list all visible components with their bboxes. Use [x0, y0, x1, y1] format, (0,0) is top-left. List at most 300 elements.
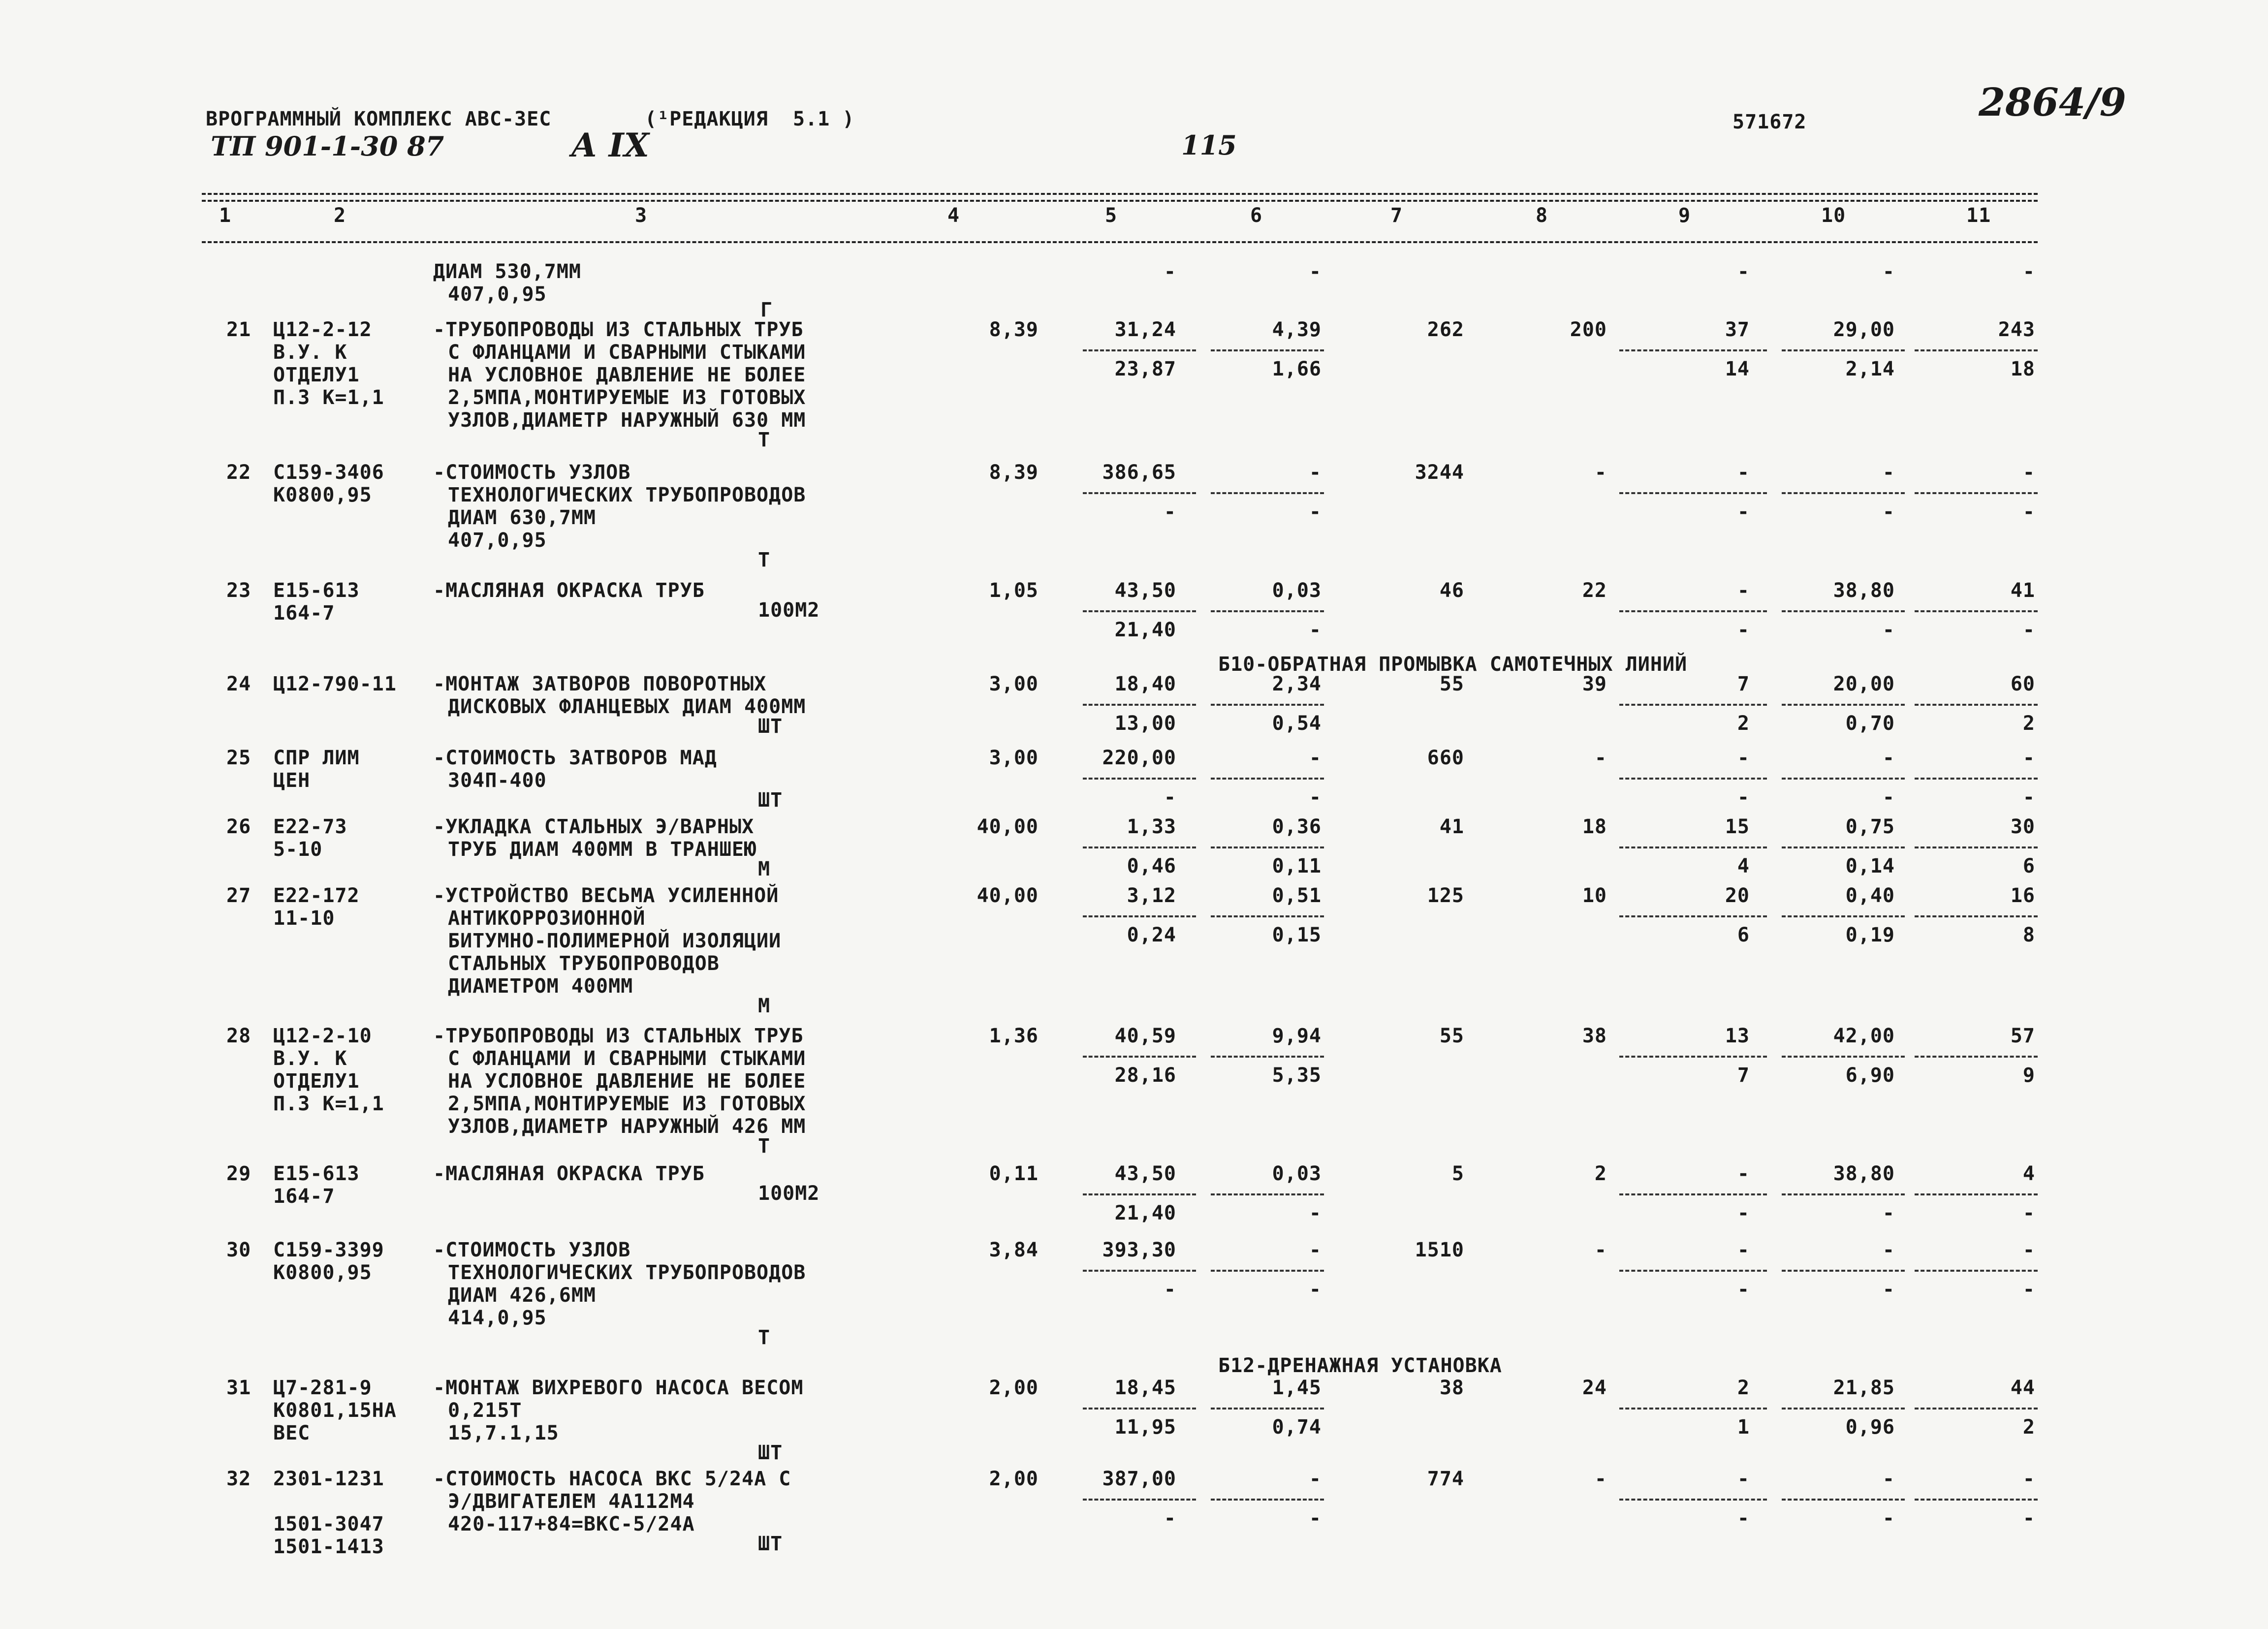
cell-sub-c10: - [1882, 786, 1895, 809]
row-code: Е15-613 [273, 1162, 360, 1185]
row-code: К0801,15НА [273, 1399, 397, 1422]
cell-c5: 18,40 [1114, 673, 1176, 695]
row-description: ДИАМЕТРОМ 400ММ [448, 975, 633, 998]
cell-sub-c11: - [2022, 501, 2035, 523]
cell-c7: 3244 [1415, 461, 1464, 484]
cell-c7: 38 [1439, 1377, 1464, 1399]
row-description: 414,0,95 [448, 1307, 547, 1329]
row-unit: М [758, 995, 771, 1017]
section-title: Б10-ОБРАТНАЯ ПРОМЫВКА САМОТЕЧНЫХ ЛИНИЙ [1218, 653, 1688, 676]
row-number: 21 [226, 318, 252, 341]
cell-c5: 43,50 [1114, 579, 1176, 602]
cell-sub-c9: - [1737, 1507, 1750, 1530]
row-description: 15,7.1,15 [448, 1422, 559, 1444]
cell-c6: 1,45 [1272, 1377, 1322, 1399]
cell-c6: 0,36 [1272, 815, 1322, 838]
row-unit: Т [758, 1326, 771, 1349]
cell-sub-c10: 0,14 [1845, 855, 1895, 877]
cell-sub-c9: 4 [1737, 855, 1750, 877]
cell-sub-c6: - [1309, 786, 1322, 809]
row-code: К0800,95 [273, 1261, 372, 1284]
row-code: С159-3406 [273, 461, 384, 484]
cell-c8: - [1594, 1239, 1607, 1261]
cell-c11: 57 [2010, 1025, 2035, 1047]
cell-c9: 37 [1725, 318, 1750, 341]
subtotal-rule [1782, 1499, 1905, 1501]
cell-sub-c9: 2 [1737, 712, 1750, 735]
cell-sub-c5: 0,24 [1127, 924, 1176, 946]
cell-c11: - [2022, 1468, 2035, 1490]
cell-c6: 0,03 [1272, 1162, 1322, 1185]
row-description: ТЕХНОЛОГИЧЕСКИХ ТРУБОПРОВОДОВ [448, 484, 806, 506]
cell-sub-c5: 21,40 [1114, 619, 1176, 641]
cell-c8: 2 [1594, 1162, 1607, 1185]
cell-sub-c5: 0,46 [1127, 855, 1176, 877]
subtotal-rule [1782, 492, 1905, 494]
cell-sub-c9: - [1737, 1202, 1750, 1224]
row-code: СПР ЛИМ [273, 747, 360, 769]
cell-sub-c9: - [1737, 619, 1750, 641]
row-description: -МОНТАЖ ВИХРЕВОГО НАСОСА ВЕСОМ [433, 1377, 804, 1399]
subtotal-rule [1915, 846, 2038, 848]
cell-sub-c11: 6 [2022, 855, 2035, 877]
cell-c8: - [1594, 1468, 1607, 1490]
subtotal-rule [1211, 1499, 1324, 1501]
subtotal-rule [1211, 610, 1324, 612]
cell-sub-c9: 14 [1725, 358, 1750, 380]
cell-sub-c6: 0,15 [1272, 924, 1322, 946]
row-description: -СТОИМОСТЬ УЗЛОВ [433, 461, 631, 484]
subtotal-rule [1083, 846, 1196, 848]
cell-sub-c11: - [2022, 619, 2035, 641]
cell-sub-c10: - [1882, 619, 1895, 641]
cell-c11: - [2022, 260, 2035, 283]
cell-sub-c6: 0,54 [1272, 712, 1322, 735]
row-unit: Т [758, 1135, 771, 1158]
row-description: БИТУМНО-ПОЛИМЕРНОЙ ИЗОЛЯЦИИ [448, 930, 782, 952]
row-code: С159-3399 [273, 1239, 384, 1261]
cell-c6: - [1309, 461, 1322, 484]
row-description: 407,0,95 [448, 283, 547, 306]
cell-c11: 41 [2010, 579, 2035, 602]
cell-sub-c9: 7 [1737, 1064, 1750, 1087]
row-unit: М [758, 858, 771, 880]
cell-sub-c5: - [1164, 1507, 1176, 1530]
col-6: 6 [1250, 204, 1263, 227]
col-7: 7 [1390, 204, 1403, 227]
col-5: 5 [1105, 204, 1118, 227]
cell-c5: 40,59 [1114, 1025, 1176, 1047]
row-code: 1501-1413 [273, 1535, 384, 1558]
subtotal-rule [1915, 778, 2038, 780]
cell-sub-c6: - [1309, 1278, 1322, 1301]
row-description: ДИСКОВЫХ ФЛАНЦЕВЫХ ДИАМ 400ММ [448, 695, 806, 718]
row-description: 420-117+84=ВКС-5/24А [448, 1513, 695, 1535]
row-description: СТАЛЬНЫХ ТРУБОПРОВОДОВ [448, 952, 720, 975]
row-description: ТЕХНОЛОГИЧЕСКИХ ТРУБОПРОВОДОВ [448, 1261, 806, 1284]
row-number: 27 [226, 884, 252, 907]
cell-c5: - [1164, 260, 1176, 283]
row-code: Е22-73 [273, 815, 347, 838]
row-description: 304П-400 [448, 769, 547, 792]
cell-sub-c10: 0,70 [1845, 712, 1895, 735]
row-description: -УКЛАДКА СТАЛЬНЫХ Э/ВАРНЫХ [433, 815, 755, 838]
row-code: 164-7 [273, 1185, 335, 1208]
cell-c8: 22 [1582, 579, 1607, 602]
row-code: П.3 К=1,1 [273, 1093, 384, 1115]
subtotal-rule [1915, 1056, 2038, 1058]
cell-sub-c5: 13,00 [1114, 712, 1176, 735]
cell-c8: - [1594, 461, 1607, 484]
cell-c9: 15 [1725, 815, 1750, 838]
cell-sub-c10: - [1882, 1202, 1895, 1224]
subtotal-rule [1211, 492, 1324, 494]
sheet-number-handwritten: 2864/9 [1979, 80, 2126, 125]
row-number: 32 [226, 1468, 252, 1490]
cell-c6: 9,94 [1272, 1025, 1322, 1047]
cell-sub-c6: - [1309, 1507, 1322, 1530]
row-code: ВЕС [273, 1422, 311, 1444]
subtotal-rule [1619, 1270, 1767, 1272]
page-number-handwritten: 115 [1181, 129, 1237, 161]
cell-sub-c11: - [2022, 1278, 2035, 1301]
row-number: 30 [226, 1239, 252, 1261]
cell-c9: - [1737, 1162, 1750, 1185]
row-unit: Т [758, 429, 771, 451]
row-description: С ФЛАНЦАМИ И СВАРНЫМИ СТЫКАМИ [448, 1047, 806, 1070]
row-description: АНТИКОРРОЗИОННОЙ [448, 907, 646, 930]
header-rule-top [202, 193, 2038, 195]
cell-c4: 3,00 [989, 747, 1039, 769]
row-code: ЦЕН [273, 769, 311, 792]
subtotal-rule [1083, 1408, 1196, 1410]
subtotal-rule [1083, 1499, 1196, 1501]
subtotal-rule [1619, 1193, 1767, 1195]
row-code: Ц12-2-12 [273, 318, 372, 341]
cell-sub-c5: 11,95 [1114, 1416, 1176, 1439]
cell-c8: 24 [1582, 1377, 1607, 1399]
cell-c10: 38,80 [1833, 579, 1895, 602]
row-description: -СТОИМОСТЬ ЗАТВОРОВ МАД [433, 747, 717, 769]
cell-sub-c9: - [1737, 1278, 1750, 1301]
cell-c7: 5 [1451, 1162, 1464, 1185]
subtotal-rule [1083, 610, 1196, 612]
cell-c11: 60 [2010, 673, 2035, 695]
cell-c9: 7 [1737, 673, 1750, 695]
subtotal-rule [1211, 349, 1324, 351]
row-description: 2,5МПА,МОНТИРУЕМЫЕ ИЗ ГОТОВЫХ [448, 1093, 806, 1115]
cell-c6: 0,03 [1272, 579, 1322, 602]
cell-c8: 10 [1582, 884, 1607, 907]
cell-sub-c6: 0,74 [1272, 1416, 1322, 1439]
row-description: -МОНТАЖ ЗАТВОРОВ ПОВОРОТНЫХ [433, 673, 767, 695]
cell-sub-c11: 8 [2022, 924, 2035, 946]
cell-c6: 0,51 [1272, 884, 1322, 907]
cell-c8: - [1594, 747, 1607, 769]
cell-sub-c10: - [1882, 1278, 1895, 1301]
cell-c7: 660 [1427, 747, 1464, 769]
row-number: 28 [226, 1025, 252, 1047]
cell-c10: 0,75 [1845, 815, 1895, 838]
cell-c11: 243 [1998, 318, 2035, 341]
cell-c11: - [2022, 747, 2035, 769]
subtotal-rule [1782, 610, 1905, 612]
row-code: Ц12-2-10 [273, 1025, 372, 1047]
cell-c5: 31,24 [1114, 318, 1176, 341]
row-code: 1501-3047 [273, 1513, 384, 1535]
row-number: 29 [226, 1162, 252, 1185]
col-1: 1 [219, 204, 232, 227]
cell-sub-c11: - [2022, 1507, 2035, 1530]
subtotal-rule [1619, 349, 1767, 351]
header-rule-bottom [202, 241, 2038, 243]
row-code: Ц7-281-9 [273, 1377, 372, 1399]
cell-sub-c10: 6,90 [1845, 1064, 1895, 1087]
cell-c4: 0,11 [989, 1162, 1039, 1185]
col-8: 8 [1536, 204, 1548, 227]
subtotal-rule [1619, 1408, 1767, 1410]
subtotal-rule [1619, 492, 1767, 494]
row-description: УЗЛОВ,ДИАМЕТР НАРУЖНЫЙ 630 ММ [448, 409, 806, 432]
subtotal-rule [1619, 915, 1767, 917]
row-number: 23 [226, 579, 252, 602]
row-number: 26 [226, 815, 252, 838]
row-description: 0,215Т [448, 1399, 522, 1422]
row-unit: 100М2 [758, 599, 820, 622]
cell-c11: 30 [2010, 815, 2035, 838]
cell-c8: 39 [1582, 673, 1607, 695]
cell-c11: 44 [2010, 1377, 2035, 1399]
row-description: ТРУБ ДИАМ 400ММ В ТРАНШЕЮ [448, 838, 757, 861]
subtotal-rule [1915, 1193, 2038, 1195]
subtotal-rule [1782, 915, 1905, 917]
cell-c6: - [1309, 747, 1322, 769]
subtotal-rule [1915, 349, 2038, 351]
row-description: ДИАМ 630,7ММ [448, 506, 596, 529]
subtotal-rule [1619, 704, 1767, 706]
row-description: С ФЛАНЦАМИ И СВАРНЫМИ СТЫКАМИ [448, 341, 806, 364]
col-10: 10 [1821, 204, 1846, 227]
row-description: НА УСЛОВНОЕ ДАВЛЕНИЕ НЕ БОЛЕЕ [448, 364, 806, 386]
row-description: -УСТРОЙСТВО ВЕСЬМА УСИЛЕННОЙ [433, 884, 779, 907]
cell-sub-c11: 2 [2022, 712, 2035, 735]
row-description: НА УСЛОВНОЕ ДАВЛЕНИЕ НЕ БОЛЕЕ [448, 1070, 806, 1093]
cell-c5: 1,33 [1127, 815, 1176, 838]
subtotal-rule [1782, 1270, 1905, 1272]
header-rule-top-2 [202, 200, 2038, 202]
subtotal-rule [1211, 704, 1324, 706]
cell-c7: 125 [1427, 884, 1464, 907]
cell-sub-c6: 5,35 [1272, 1064, 1322, 1087]
cell-sub-c11: 2 [2022, 1416, 2035, 1439]
cell-c7: 41 [1439, 815, 1464, 838]
row-code: П.3 К=1,1 [273, 386, 384, 409]
subtotal-rule [1619, 778, 1767, 780]
cell-c10: 38,80 [1833, 1162, 1895, 1185]
row-unit-mark: Г [760, 299, 773, 321]
cell-sub-c9: - [1737, 786, 1750, 809]
cell-sub-c5: - [1164, 786, 1176, 809]
row-code: ОТДЕЛУ1 [273, 1070, 360, 1093]
cell-c7: 262 [1427, 318, 1464, 341]
subtotal-rule [1211, 1056, 1324, 1058]
cell-c4: 1,05 [989, 579, 1039, 602]
cell-sub-c6: 1,66 [1272, 358, 1322, 380]
cell-sub-c10: 0,96 [1845, 1416, 1895, 1439]
cell-c4: 1,36 [989, 1025, 1039, 1047]
subtotal-rule [1211, 915, 1324, 917]
subtotal-rule [1211, 1193, 1324, 1195]
cell-c6: - [1309, 1239, 1322, 1261]
cell-sub-c5: 21,40 [1114, 1202, 1176, 1224]
row-code: ОТДЕЛУ1 [273, 364, 360, 386]
row-code: 11-10 [273, 907, 335, 930]
row-code: 164-7 [273, 602, 335, 625]
cell-c4: 8,39 [989, 461, 1039, 484]
cell-c5: 393,30 [1102, 1239, 1176, 1261]
cell-sub-c5: - [1164, 1278, 1176, 1301]
row-unit: Т [758, 549, 771, 571]
cell-c9: - [1737, 461, 1750, 484]
row-description: ДИАМ 426,6ММ [448, 1284, 596, 1307]
cell-c7: 46 [1439, 579, 1464, 602]
cell-c8: 18 [1582, 815, 1607, 838]
row-code: В.У. К [273, 1047, 347, 1070]
row-description: -ТРУБОПРОВОДЫ ИЗ СТАЛЬНЫХ ТРУБ [433, 318, 804, 341]
section-title: Б12-ДРЕНАЖНАЯ УСТАНОВКА [1218, 1354, 1502, 1377]
row-unit: 100М2 [758, 1182, 820, 1205]
subtotal-rule [1083, 704, 1196, 706]
subtotal-rule [1211, 1408, 1324, 1410]
subtotal-rule [1915, 610, 2038, 612]
cell-sub-c10: 2,14 [1845, 358, 1895, 380]
row-code: Е22-172 [273, 884, 360, 907]
subtotal-rule [1782, 1056, 1905, 1058]
cell-c10: 29,00 [1833, 318, 1895, 341]
row-code: Е15-613 [273, 579, 360, 602]
subtotal-rule [1915, 1270, 2038, 1272]
subtotal-rule [1915, 1499, 2038, 1501]
subtotal-rule [1915, 492, 2038, 494]
subtotal-rule [1211, 778, 1324, 780]
cell-c10: - [1882, 461, 1895, 484]
cell-c4: 2,00 [989, 1468, 1039, 1490]
cell-sub-c9: - [1737, 501, 1750, 523]
row-unit: ШТ [758, 1441, 783, 1464]
cell-c9: 13 [1725, 1025, 1750, 1047]
cell-c7: 55 [1439, 673, 1464, 695]
row-number: 22 [226, 461, 252, 484]
row-description: -МАСЛЯНАЯ ОКРАСКА ТРУБ [433, 1162, 705, 1185]
cell-c6: 2,34 [1272, 673, 1322, 695]
subtotal-rule [1083, 1270, 1196, 1272]
row-description: 2,5МПА,МОНТИРУЕМЫЕ ИЗ ГОТОВЫХ [448, 386, 806, 409]
row-code: К0800,95 [273, 484, 372, 506]
cell-sub-c11: - [2022, 1202, 2035, 1224]
cell-c7: 1510 [1415, 1239, 1464, 1261]
col-4: 4 [947, 204, 960, 227]
subtotal-rule [1782, 1408, 1905, 1410]
cell-sub-c11: - [2022, 786, 2035, 809]
row-description: УЗЛОВ,ДИАМЕТР НАРУЖНЫЙ 426 ММ [448, 1115, 806, 1138]
cell-c9: - [1737, 579, 1750, 602]
project-number: ТП 901-1-30 87 [211, 130, 444, 162]
cell-sub-c11: 18 [2010, 358, 2035, 380]
cell-c10: 21,85 [1833, 1377, 1895, 1399]
cell-c10: 42,00 [1833, 1025, 1895, 1047]
cell-c11: - [2022, 1239, 2035, 1261]
cell-c8: 200 [1570, 318, 1607, 341]
subtotal-rule [1083, 1193, 1196, 1195]
cell-c6: 4,39 [1272, 318, 1322, 341]
cell-c8: 38 [1582, 1025, 1607, 1047]
cell-sub-c10: 0,19 [1845, 924, 1895, 946]
cell-c6: - [1309, 1468, 1322, 1490]
subtotal-rule [1915, 704, 2038, 706]
subtotal-rule [1083, 778, 1196, 780]
cell-c9: - [1737, 1468, 1750, 1490]
cell-c5: 3,12 [1127, 884, 1176, 907]
cell-c9: - [1737, 1239, 1750, 1261]
cell-c10: - [1882, 1468, 1895, 1490]
cell-c9: 2 [1737, 1377, 1750, 1399]
cell-sub-c6: - [1309, 1202, 1322, 1224]
cell-c11: 16 [2010, 884, 2035, 907]
row-code: 2301-1231 [273, 1468, 384, 1490]
cell-c4: 2,00 [989, 1377, 1039, 1399]
album-number: А IX [571, 126, 649, 164]
cell-c11: 4 [2022, 1162, 2035, 1185]
subtotal-rule [1083, 492, 1196, 494]
row-code: Ц12-790-11 [273, 673, 397, 695]
row-description: -СТОИМОСТЬ УЗЛОВ [433, 1239, 631, 1261]
cell-c11: - [2022, 461, 2035, 484]
subtotal-rule [1619, 1499, 1767, 1501]
col-3: 3 [635, 204, 648, 227]
subtotal-rule [1619, 610, 1767, 612]
cell-c9: 20 [1725, 884, 1750, 907]
cell-sub-c9: 1 [1737, 1416, 1750, 1439]
row-number: 24 [226, 673, 252, 695]
cell-c5: 386,65 [1102, 461, 1176, 484]
cell-c5: 220,00 [1102, 747, 1176, 769]
cell-c10: - [1882, 1239, 1895, 1261]
cell-c9: - [1737, 260, 1750, 283]
row-unit: ШТ [758, 1533, 783, 1555]
cell-c7: 774 [1427, 1468, 1464, 1490]
subtotal-rule [1915, 915, 2038, 917]
subtotal-rule [1782, 704, 1905, 706]
col-9: 9 [1678, 204, 1691, 227]
cell-sub-c5: 23,87 [1114, 358, 1176, 380]
subtotal-rule [1782, 778, 1905, 780]
row-description: Э/ДВИГАТЕЛЕМ 4А112М4 [448, 1490, 695, 1513]
subtotal-rule [1083, 915, 1196, 917]
cell-c4: 8,39 [989, 318, 1039, 341]
cell-sub-c6: - [1309, 501, 1322, 523]
cell-c10: 20,00 [1833, 673, 1895, 695]
row-description: -ТРУБОПРОВОДЫ ИЗ СТАЛЬНЫХ ТРУБ [433, 1025, 804, 1047]
cell-c4: 40,00 [976, 815, 1039, 838]
row-description: -СТОИМОСТЬ НАСОСА ВКС 5/24А С [433, 1468, 791, 1490]
cell-sub-c5: 28,16 [1114, 1064, 1176, 1087]
cell-c5: 387,00 [1102, 1468, 1176, 1490]
cell-c5: 43,50 [1114, 1162, 1176, 1185]
subtotal-rule [1782, 1193, 1905, 1195]
row-description: ДИАМ 530,7ММ [433, 260, 581, 283]
cell-sub-c6: - [1309, 619, 1322, 641]
subtotal-rule [1915, 1408, 2038, 1410]
